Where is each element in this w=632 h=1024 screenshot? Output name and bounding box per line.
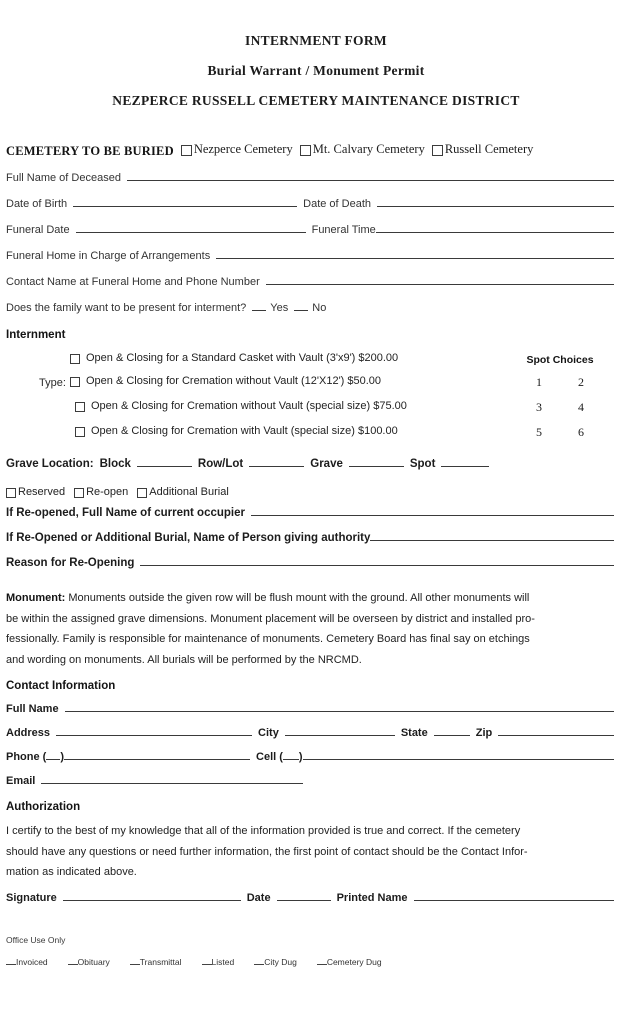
block-label: Block — [99, 458, 131, 470]
spot-input[interactable] — [441, 455, 489, 467]
reserved-option[interactable] — [6, 486, 65, 498]
reason-label: Reason for Re-Opening — [6, 557, 135, 569]
cemetery-option-nezperce[interactable] — [181, 142, 293, 157]
authority-input[interactable] — [370, 529, 614, 541]
spot-choice-1[interactable]: 1 — [536, 375, 542, 389]
printed-name-input[interactable] — [414, 889, 615, 901]
block-input[interactable] — [137, 455, 192, 467]
monument-line-3: fessionally. Family is responsible for maintenance of monuments. Cemetery Board has final say on etchings — [6, 633, 530, 645]
signature-row — [6, 889, 614, 915]
internment-option-row-3 — [6, 400, 614, 425]
authorization-line-1: I certify to the best of my knowledge that all of the information provided is true and correct. If the cemetery — [6, 825, 521, 837]
funeral-home-label: Funeral Home in Charge of Arrangements — [6, 250, 211, 262]
authorization-heading: Authorization — [6, 801, 81, 813]
internment-option-standard-casket[interactable] — [70, 352, 398, 364]
date-of-birth-input[interactable] — [73, 195, 297, 207]
mt-calvary-cemetery-checkbox[interactable] — [300, 145, 311, 156]
signature-input[interactable] — [63, 889, 241, 901]
mt-calvary-cemetery-label: Mt. Calvary Cemetery — [312, 142, 425, 156]
family-present-row — [6, 299, 614, 325]
reopened-occupier-row — [6, 504, 614, 529]
funeral-time-input[interactable] — [376, 221, 614, 233]
phone-label: Phone ( — [6, 751, 47, 763]
spot-choice-4[interactable]: 4 — [578, 400, 584, 414]
printed-name-label: Printed Name — [336, 891, 408, 904]
spot-choices-heading-cell — [518, 350, 602, 368]
city-dug-blank[interactable] — [254, 957, 264, 965]
contact-full-name-input[interactable] — [65, 700, 614, 712]
spot-choices-heading: Spot Choices — [526, 354, 594, 366]
email-label: Email — [6, 775, 36, 787]
spot-row-2 — [518, 400, 602, 415]
internment-option-cremation-with-vault[interactable] — [75, 425, 398, 437]
office-item-obituary — [68, 957, 110, 967]
authorization-line-2: should have any questions or need further information, the first point of contact should be the Contact Infor- — [6, 845, 528, 858]
reserved-label: Reserved — [18, 486, 66, 498]
cremation-no-vault-label: Open & Closing for Cremation without Vault (12'X12') $50.00 — [86, 375, 382, 387]
form-header — [6, 26, 614, 116]
nezperce-cemetery-label: Nezperce Cemetery — [193, 142, 293, 156]
authorization-paragraph — [6, 821, 614, 883]
spot-row-3 — [518, 425, 602, 440]
reserved-checkbox[interactable] — [6, 488, 16, 498]
funeral-time-label: Funeral Time — [311, 224, 376, 236]
cell-area-code-input[interactable] — [283, 748, 299, 760]
family-present-question: Does the family want to be present for interment? — [6, 302, 247, 314]
office-item-city-dug — [254, 957, 297, 967]
funeral-contact-input[interactable] — [266, 273, 614, 285]
standard-casket-label: Open & Closing for a Standard Casket with Vault (3'x9') $200.00 — [86, 352, 399, 364]
date-of-death-label: Date of Death — [303, 198, 372, 210]
invoiced-label: Invoiced — [16, 956, 48, 967]
authority-row — [6, 529, 614, 554]
funeral-contact-row — [6, 273, 614, 299]
spot-choice-6[interactable]: 6 — [578, 425, 584, 439]
nezperce-cemetery-checkbox[interactable] — [181, 145, 192, 156]
rowlot-label: Row/Lot — [197, 458, 244, 470]
invoiced-blank[interactable] — [6, 957, 16, 965]
reopened-occupier-input[interactable] — [251, 504, 614, 516]
reopen-checkbox[interactable] — [74, 488, 84, 498]
city-label: City — [258, 727, 279, 739]
cell-label: Cell ( — [256, 751, 283, 763]
monument-text-1: Monuments outside the given row will be flush mount with the ground. All other monuments will — [68, 592, 530, 604]
internment-option-row-1 — [6, 350, 614, 375]
internment-heading: Internment — [6, 329, 66, 341]
full-name-deceased-input[interactable] — [127, 169, 614, 181]
email-input[interactable] — [41, 772, 303, 784]
russell-cemetery-label: Russell Cemetery — [444, 142, 534, 156]
state-label: State — [400, 727, 428, 739]
cremation-with-vault-checkbox[interactable] — [75, 427, 85, 437]
cell-input[interactable] — [303, 748, 614, 760]
office-use-items — [6, 957, 614, 967]
cemetery-option-mt-calvary[interactable] — [300, 142, 425, 157]
additional-burial-label: Additional Burial — [149, 486, 229, 498]
cemetery-option-russell[interactable] — [432, 142, 534, 157]
rowlot-input[interactable] — [249, 455, 304, 467]
office-item-transmittal — [130, 957, 182, 967]
grave-label: Grave — [310, 458, 343, 470]
obituary-blank[interactable] — [68, 957, 78, 965]
form-subtitle: Burial Warrant / Monument Permit — [207, 63, 425, 78]
monument-label: Monument: — [6, 592, 66, 604]
full-name-deceased-row — [6, 169, 614, 195]
contact-email-row — [6, 772, 614, 796]
cemetery-label: CEMETERY TO BE BURIED — [6, 144, 174, 158]
address-input[interactable] — [56, 724, 252, 736]
cremation-special-no-vault-checkbox[interactable] — [75, 402, 85, 412]
cremation-with-vault-label: Open & Closing for Cremation with Vault (special size) $100.00 — [91, 425, 398, 437]
date-input[interactable] — [277, 889, 331, 901]
reopened-occupier-label: If Re-opened, Full Name of current occupier — [6, 507, 245, 519]
internment-option-cremation-special-no-vault[interactable] — [75, 400, 407, 412]
type-label: Type: — [39, 377, 66, 389]
contact-full-name-row — [6, 700, 614, 724]
date-of-death-input[interactable] — [377, 195, 614, 207]
cemetery-dug-label: Cemetery Dug — [326, 956, 382, 967]
address-label: Address — [6, 727, 51, 739]
zip-input[interactable] — [498, 724, 614, 736]
reopen-option[interactable] — [74, 486, 128, 498]
spot-choice-3[interactable]: 3 — [536, 400, 542, 414]
transmittal-label: Transmittal — [139, 956, 182, 967]
russell-cemetery-checkbox[interactable] — [432, 145, 443, 156]
monument-line-2: be within the assigned grave dimensions. Monument placement will be overseen by district and installed pro- — [6, 612, 535, 625]
form-title: INTERNMENT FORM — [245, 33, 387, 48]
yes-label: Yes — [270, 302, 289, 314]
city-dug-label: City Dug — [264, 956, 297, 967]
office-item-invoiced — [6, 957, 48, 967]
date-label: Date — [246, 891, 271, 904]
obituary-label: Obituary — [77, 956, 110, 967]
monument-line-4: and wording on monuments. All burials will be performed by the NRCMD. — [6, 653, 362, 666]
spot-label: Spot — [409, 458, 436, 470]
reason-input[interactable] — [140, 554, 614, 566]
transmittal-blank[interactable] — [130, 957, 140, 965]
dates-row — [6, 195, 614, 221]
funeral-row — [6, 221, 614, 247]
spot-choice-5[interactable]: 5 — [536, 425, 542, 439]
phone-area-code-input[interactable] — [46, 748, 60, 760]
office-use-heading: Office Use Only — [6, 934, 66, 945]
listed-blank[interactable] — [202, 957, 212, 965]
cemetery-dug-blank[interactable] — [317, 957, 327, 965]
additional-burial-option[interactable] — [137, 486, 229, 498]
listed-label: Listed — [211, 956, 235, 967]
district-name: NEZPERCE RUSSELL CEMETERY MAINTENANCE DISTRICT — [112, 93, 520, 108]
monument-paragraph — [6, 588, 614, 670]
authority-label: If Re-Opened or Additional Burial, Name of Person giving authority — [6, 532, 371, 544]
family-present-no-blank[interactable] — [294, 299, 308, 311]
internment-option-cremation-no-vault[interactable] — [70, 375, 381, 387]
contact-address-row — [6, 724, 614, 748]
family-present-yes-blank[interactable] — [252, 299, 266, 311]
office-item-cemetery-dug — [317, 957, 382, 967]
date-of-birth-label: Date of Birth — [6, 198, 68, 210]
phone-paren-close: ) — [60, 751, 65, 763]
contact-full-name-label: Full Name — [6, 703, 59, 715]
funeral-contact-label: Contact Name at Funeral Home and Phone Number — [6, 276, 260, 288]
cemetery-selection-row — [6, 142, 614, 160]
office-item-listed — [202, 957, 235, 967]
contact-information-heading: Contact Information — [6, 680, 116, 692]
zip-label: Zip — [475, 727, 493, 739]
full-name-deceased-label: Full Name of Deceased — [6, 172, 121, 184]
spot-choice-2[interactable]: 2 — [578, 375, 584, 389]
reason-row — [6, 554, 614, 579]
grave-input[interactable] — [349, 455, 404, 467]
funeral-home-row — [6, 247, 614, 273]
contact-phone-row — [6, 748, 614, 772]
standard-casket-checkbox[interactable] — [70, 354, 80, 364]
cell-paren-close: ) — [298, 751, 303, 763]
funeral-date-label: Funeral Date — [6, 224, 70, 236]
cremation-special-no-vault-label: Open & Closing for Cremation without Vault (special size) $75.00 — [91, 400, 407, 412]
cremation-no-vault-checkbox[interactable] — [70, 377, 80, 387]
signature-label: Signature — [6, 891, 57, 904]
authorization-line-3: mation as indicated above. — [6, 866, 137, 878]
internment-option-row-4 — [6, 425, 614, 450]
state-input[interactable] — [434, 724, 470, 736]
funeral-home-input[interactable] — [216, 247, 614, 259]
phone-input[interactable] — [64, 748, 250, 760]
grave-location-row — [6, 455, 614, 480]
no-label: No — [312, 302, 327, 314]
internment-option-row-2 — [6, 375, 614, 400]
grave-flags-row — [6, 480, 614, 504]
grave-location-label: Grave Location: — [6, 458, 94, 470]
monument-line-1 — [6, 588, 614, 609]
reopen-label: Re-open — [86, 486, 129, 498]
additional-burial-checkbox[interactable] — [137, 488, 147, 498]
spot-row-1 — [518, 375, 602, 390]
deceased-fields — [6, 169, 614, 325]
funeral-date-input[interactable] — [76, 221, 306, 233]
city-input[interactable] — [285, 724, 395, 736]
